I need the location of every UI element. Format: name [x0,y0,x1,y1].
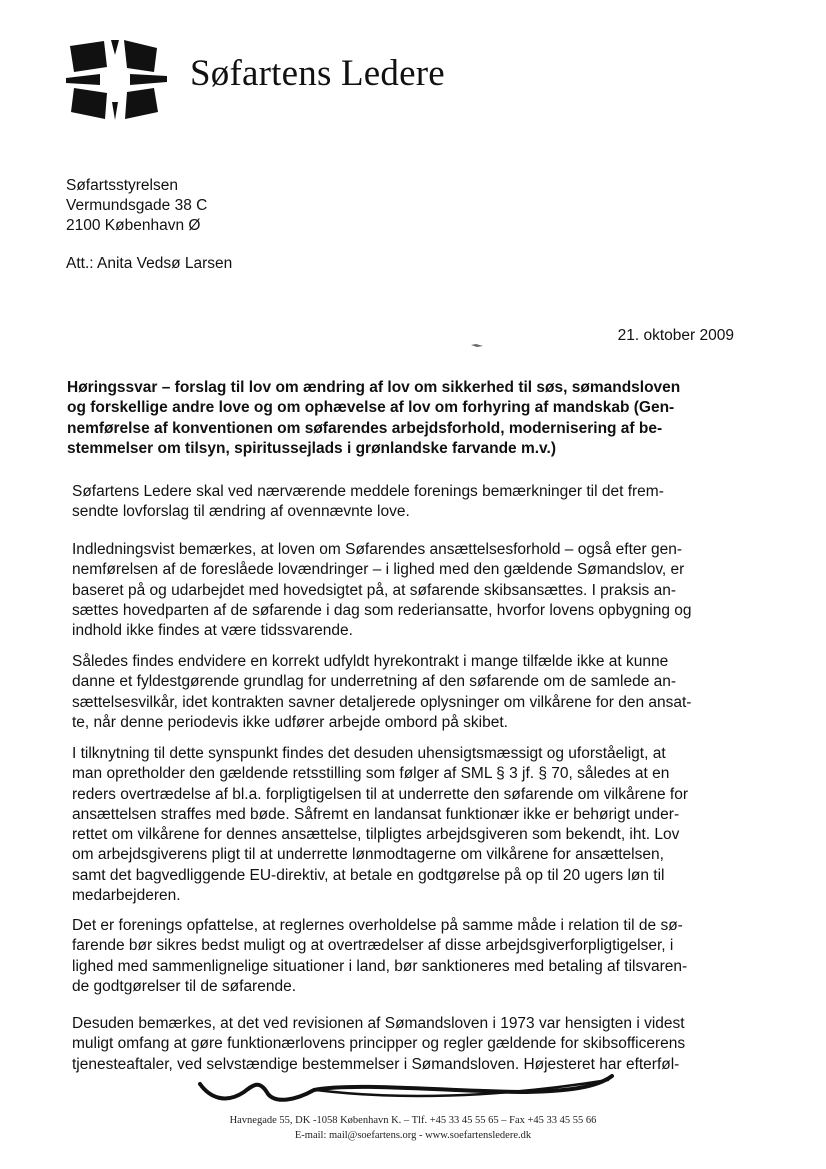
paragraph-line: muligt omfang at gøre funktionærlovens principper og regler gældende for skibsofficerens [72,1035,686,1053]
paragraph-line: farende bør sikres bedst muligt og at overtrædelser af disse arbejdsgiverforpligtigelser, i [72,937,674,955]
paragraph-line: man opretholder den gældende retsstilling som følger af SML § 3 jf. § 70, således at en [72,765,670,783]
subject-line: Høringssvar – forslag til lov om ændring af lov om sikkerhed til søs, sømandsloven [67,379,681,396]
body-paragraph [72,1014,752,1075]
paragraph-line: medarbejderen. [72,887,181,905]
paragraph-line: ansættelsen straffes med bøde. Såfremt en landansat funktionær ikke er behørigt under- [72,805,680,823]
paragraph-line: sendte lovforslag til ændring af ovennævnte love. [72,503,410,521]
recipient-address [66,176,207,236]
paragraph-line: danne et fyldestgørende grundlag for underretning af den søfarende om de samlede an- [72,673,677,691]
paragraph-line: lighed med sammenlignelige situationer i land, bør sanktioneres med betaling af tilsvaren- [72,957,688,975]
paragraph-line: I tilknytning til dette synspunkt findes det desuden uhensigtsmæssigt og uforståeligt, at [72,745,666,762]
paragraph-line: rettet om vilkårene for dennes ansættelse, tilpligtes arbejdsgiveren som bekendt, iht. Lov [72,826,680,844]
compass-star-logo-icon [64,38,168,122]
footer-address: Havnegade 55, DK -1058 København K. – Tlf. +45 33 45 55 65 – Fax +45 33 45 55 66 [229,1115,597,1126]
body-paragraph [72,916,752,997]
paragraph-line: om arbejdsgiverens pligt til at underrette lønmodtagerne om vilkårene for ansættelsen, [72,846,664,864]
paragraph-line: Desuden bemærkes, at det ved revisionen af Sømandsloven i 1973 var hensigten i videst [72,1015,685,1032]
scan-speck [471,343,483,348]
subject-heading [67,378,747,459]
body-paragraph [72,482,752,523]
paragraph-line: samt det bagvedliggende EU-direktiv, at betale en godtgørelse på op til 20 ugers løn til [72,866,665,884]
paragraph-line: te, når denne periodevis ikke udfører arbejde ombord på skibet. [72,713,508,731]
paragraph-line: reders overtrædelse af bl.a. forpligtigelsen til at underrette den søfarende om vilkårene for [72,785,689,803]
recipient-line: Vermundsgade 38 C [66,197,208,214]
body-paragraph [72,744,752,906]
paragraph-line: sættelsesvilkår, idet kontrakten savner detaljerede oplysninger om vilkårene for den ansat- [72,693,692,711]
recipient-line: Søfartsstyrelsen [66,177,178,194]
paragraph-line: sættes hovedparten af de søfarende i dag som rederiansatte, hvorfor lovens opbygning og [72,601,692,619]
paragraph-line: Søfartens Ledere skal ved nærværende meddele forenings bemærkninger til det frem- [72,483,664,500]
recipient-line: 2100 København Ø [66,217,201,234]
paragraph-line: de godtgørelser til de søfarende. [72,977,297,995]
paragraph-line: nemførelsen af de foreslåede lovændringer – i lighed med den gældende Sømandslov, er [72,561,685,579]
paragraph-line: Det er forenings opfattelse, at reglernes overholdelse på samme måde i relation til de sø- [72,917,683,934]
organization-name: Søfartens Ledere [190,53,445,94]
paragraph-line: Indledningsvist bemærkes, at loven om Søfarendes ansættelsesforhold – også efter gen- [72,541,682,558]
paragraph-line: indhold ikke findes at være tidssvarende. [72,622,353,640]
wave-signature-graphic [196,1070,616,1112]
paragraph-line: tjenesteaftaler, ved selvstændige bestemmelser i Sømandsloven. Højesteret har efterføl- [72,1055,680,1073]
paragraph-line: baseret på og udarbejdet med hovedsigtet på, at søfarende skibsansættes. I praksis an- [72,581,676,599]
paragraph-line: Således findes endvidere en korrekt udfyldt hyrekontrakt i mange tilfælde ikke at kunne [72,653,669,670]
footer-contact: E-mail: mail@soefartens.org - www.soefartensledere.dk [294,1130,532,1141]
body-paragraph [72,652,752,733]
subject-line: nemførelse af konventionen om søfarendes arbejdsforhold, modernisering af be- [67,419,663,437]
attention-line: Att.: Anita Vedsø Larsen [66,255,233,272]
subject-line: og forskellige andre love og om ophævelse af lov om forhyring af mandskab (Gen- [67,399,675,417]
body-paragraph [72,540,752,641]
letter-date: 21. oktober 2009 [617,327,734,344]
subject-line: stemmelser om tilsyn, spiritussejlads i grønlandske farvande m.v.) [67,439,556,457]
